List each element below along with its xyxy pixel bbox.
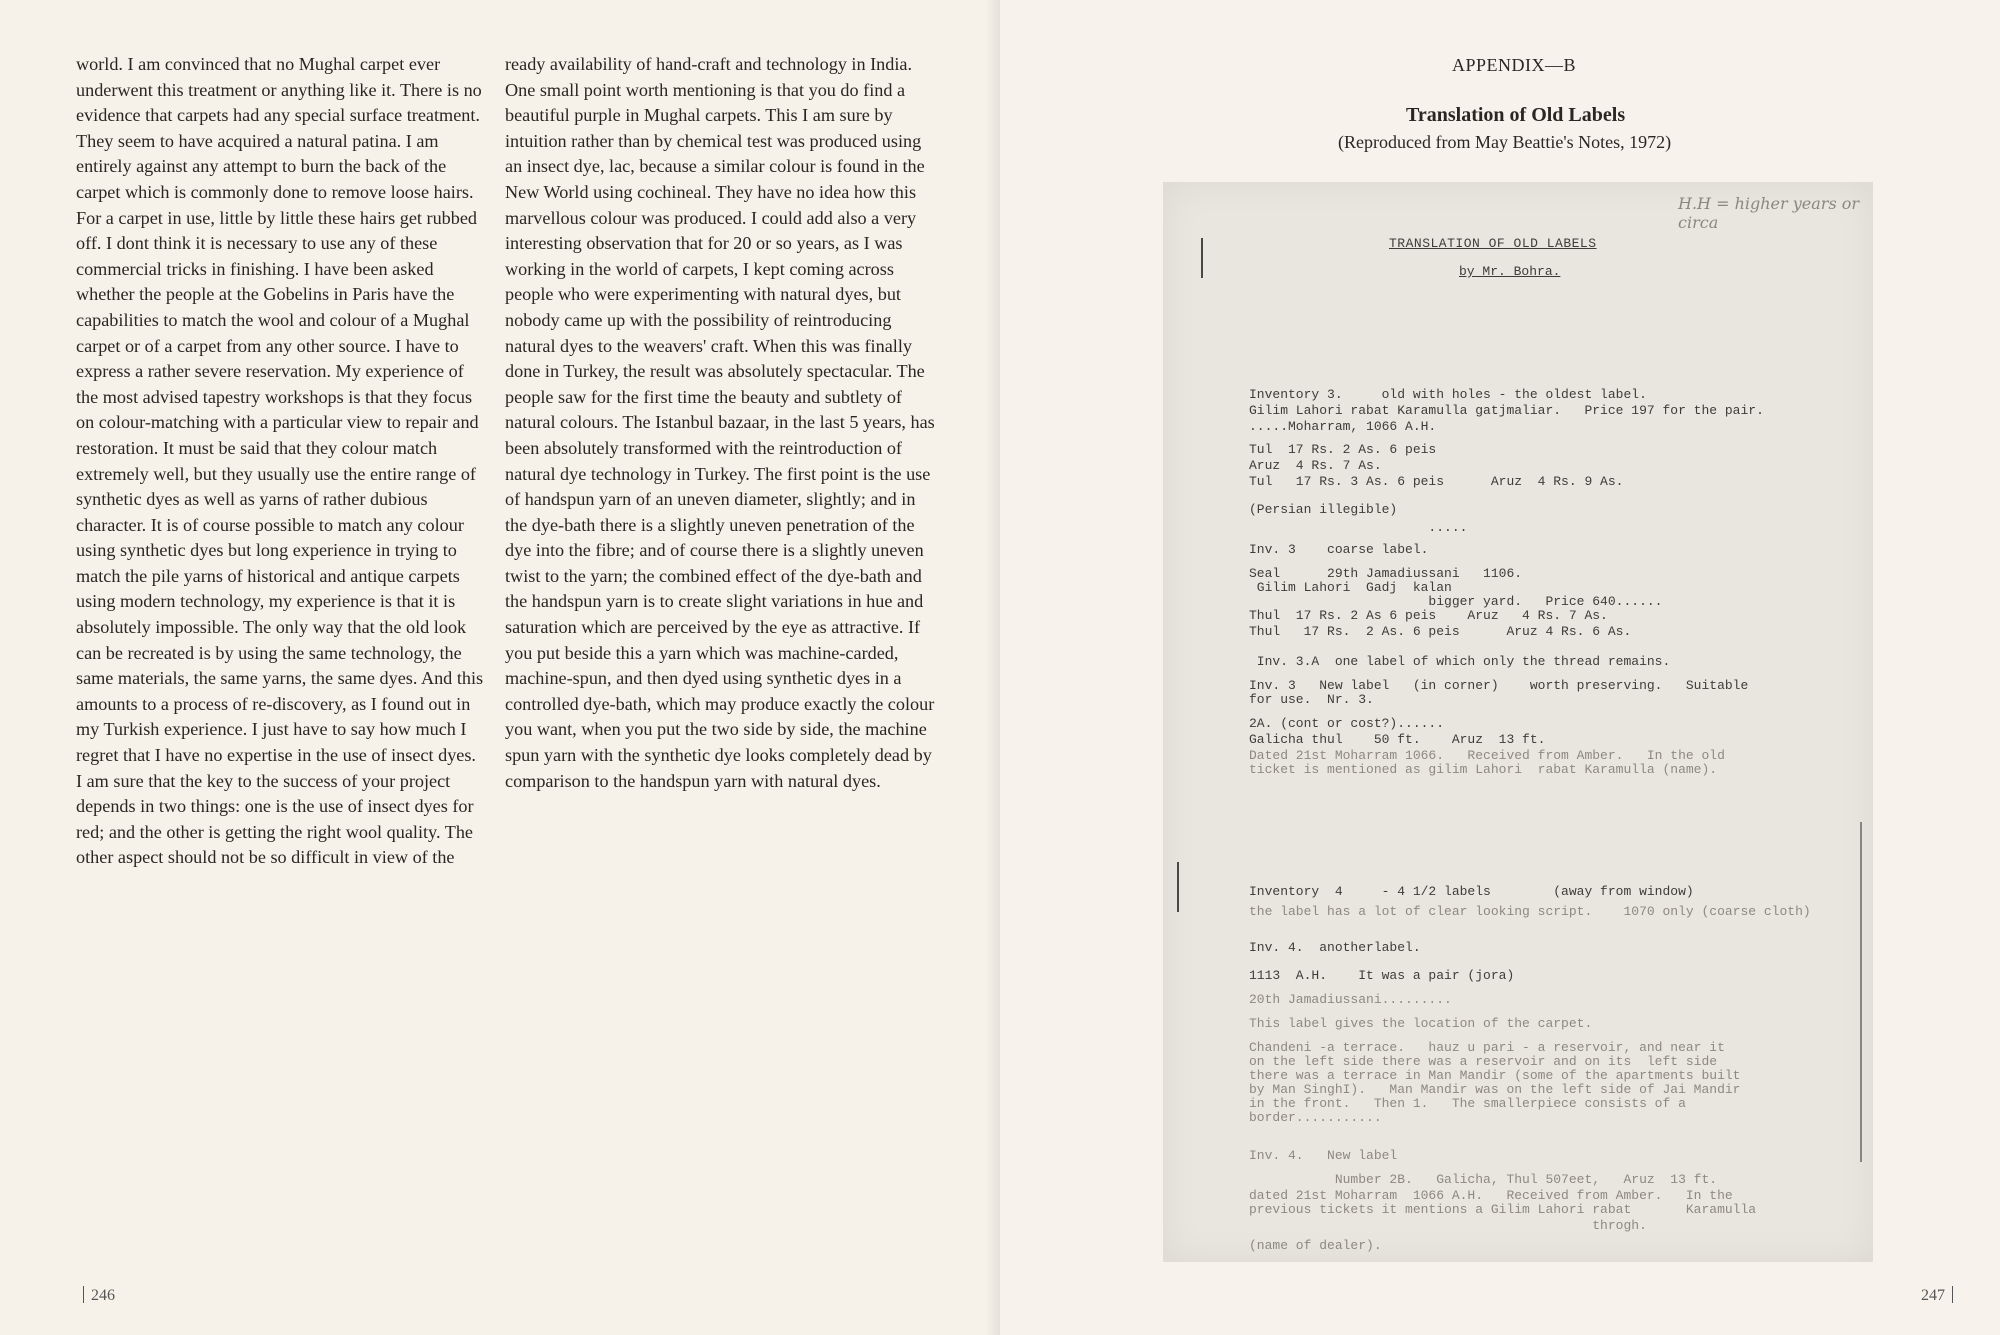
scan-line: Aruz 4 Rs. 7 As. (1249, 458, 1382, 473)
scan-line: previous tickets it mentions a Gilim Lahori rabat Karamulla (1249, 1202, 1757, 1217)
scan-line: Inv. 4. anotherlabel. (1249, 940, 1421, 955)
handwritten-note: H.H = higher years or circa (1678, 194, 1860, 232)
scan-line: Gilim Lahori Gadj kalan (1249, 580, 1452, 595)
scan-line: Number 2B. Galicha, Thul 507eet, Aruz 13 ft. (1249, 1172, 1718, 1187)
scan-line: by Man SinghI). Man Mandir was on the left side of Jai Mandir (1249, 1082, 1741, 1097)
scan-line: Gilim Lahori rabat Karamulla gatjmaliar. Price 197 for the pair. (1249, 403, 1764, 418)
scan-line: throgh. (1249, 1218, 1647, 1233)
appendix-label: APPENDIX—B (1452, 55, 1577, 75)
scan-line: Chandeni -a terrace. hauz u pari - a reservoir, and near it (1249, 1040, 1725, 1055)
scan-line: Inv. 4. New label (1249, 1148, 1398, 1163)
body-text-column-1: world. I am convinced that no Mughal carpet ever underwent this treatment or anything like it. There is no evidence that carpets had any special surface treatment. They seem to have acquired a natural patina. I am entirely against any attempt to burn the back of the carpet which is commonly done to remove loose hairs. For a carpet in use, little by little these hairs get rubbed off. I dont think it is necessary to use any of these commercial tricks in finishing. I have been asked whether the people at the Gobelins in Paris have the capabilities to match the wool and colour of a Mughal carpet or of a carpet from any other source. I have to express a rather severe reservation. My experience of the most advised tapestry workshops is that they focus on colour-matching with a particular view to repair and restoration. It must be said that they colour match extremely well, but they usually use the entire range of synthetic dyes as well as yarns of rather dubious character. It is of course possible to match any colour using synthetic dyes but long experience in trying to match the pile yarns of historical and antique carpets using modern technology, my experience is that it is absolutely impossible. The only way that the old look can be recreated is by using the same technology, the same materials, the same yarns, the same dyes. And this amounts to a process of re-discovery, as I found out in my Turkish experience. I just have to say how much I regret that I have no expertise in the use of insect dyes. I am sure that the key to the success of your project depends in two things: one is the use of insect dyes for red; and the other is getting the right wool quality. The other aspect should not be so difficult in view of the (76, 54, 484, 868)
margin-mark (1860, 822, 1862, 1162)
scan-line: Tul 17 Rs. 3 As. 6 peis Aruz 4 Rs. 9 As. (1249, 474, 1624, 489)
scan-line: for use. Nr. 3. (1249, 692, 1374, 707)
body-column-2 (505, 52, 935, 794)
scan-line: Inv. 3 coarse label. (1249, 542, 1429, 557)
scan-line: 2A. (cont or cost?)...... (1249, 716, 1445, 731)
scan-line: ticket is mentioned as gilim Lahori rabat Karamulla (name). (1249, 762, 1718, 777)
scan-line: bigger yard. Price 640...... (1249, 594, 1663, 609)
scan-line: Thul 17 Rs. 2 As 6 peis Aruz 4 Rs. 7 As. (1249, 608, 1608, 623)
scan-line: (name of dealer). (1249, 1238, 1382, 1253)
page-number-right: 247 (1921, 1287, 1945, 1304)
scan-line: .....Moharram, 1066 A.H. (1249, 419, 1437, 434)
margin-mark (1177, 862, 1179, 912)
scan-line: 20th Jamadiussani......... (1249, 992, 1452, 1007)
scan-line: 1113 A.H. It was a pair (jora) (1249, 968, 1515, 983)
margin-mark (1201, 238, 1203, 278)
folio-bar (83, 1286, 84, 1303)
body-text-column-2: ready availability of hand-craft and technology in India. One small point worth mentioning is that you do find a beautiful purple in Mughal carpets. This I am sure by intuition rather than by chemical test was produced using an insect dye, lac, because a similar colour is found in the New World using cochineal. They have no idea how this marvellous colour was produced. I could add also a very interesting observation that for 20 or so years, as I was working in the world of carpets, I kept coming across people who were experimenting with natural dyes, but nobody came up with the possibility of reintroducing natural dyes to the weavers' craft. When this was finally done in Turkey, the result was absolutely spectacular. The people saw for the first time the beauty and subtlety of natural colours. The Istanbul bazaar, in the last 5 years, has been absolutely transformed with the reintroduction of natural dye technology in Turkey. The first point is the use of handspun yarn of an uneven diameter, slightly; and in the dye-bath there is a slightly uneven penetration of the dye into the fibre; and of course there is a slightly uneven twist to the yarn; the combined effect of the dye-bath and the handspun yarn is to create slight variations in hue and saturation which are perceived by the eye as attractive. If you put beside this a yarn which was machine-carded, machine-spun, and then dyed using synthetic dyes in a controlled dye-bath, which may produce exactly the colour you want, when you put the two side by side, the machine spun yarn with the synthetic dye looks completely dead by comparison to the handspun yarn with natural dyes. (505, 54, 935, 791)
scan-line: Seal 29th Jamadiussani 1106. (1249, 566, 1523, 581)
scan-line: Inv. 3 New label (in corner) worth preserving. Suitable (1249, 678, 1749, 693)
scanned-document (1163, 182, 1873, 1262)
folio-bar (1952, 1286, 1953, 1303)
scan-line: (Persian illegible) (1249, 502, 1398, 517)
scan-line: Dated 21st Moharram 1066. Received from Amber. In the old (1249, 748, 1725, 763)
scan-line: ..... (1249, 520, 1468, 535)
appendix-title: Translation of Old Labels (1406, 104, 1626, 126)
scan-line: on the left side there was a reservoir and on its left side (1249, 1054, 1718, 1069)
scan-line: Galicha thul 50 ft. Aruz 13 ft. (1249, 732, 1546, 747)
scan-line: the label has a lot of clear looking script. 1070 only (coarse cloth) (1249, 904, 1811, 919)
body-column-1 (76, 52, 486, 871)
scan-line: Inv. 3.A one label of which only the thread remains. (1249, 654, 1671, 669)
scan-line: Inventory 4 - 4 1/2 labels (away from window) (1249, 884, 1694, 899)
scan-line: in the front. Then 1. The smallerpiece consists of a (1249, 1096, 1686, 1111)
appendix-subtitle: (Reproduced from May Beattie's Notes, 1972) (1338, 132, 1672, 152)
scan-line: Tul 17 Rs. 2 As. 6 peis (1249, 442, 1437, 457)
scan-line: Thul 17 Rs. 2 As. 6 peis Aruz 4 Rs. 6 As. (1249, 624, 1632, 639)
scan-line: This label gives the location of the carpet. (1249, 1016, 1593, 1031)
scan-line: dated 21st Moharram 1066 A.H. Received from Amber. In the (1249, 1188, 1733, 1203)
folio-right (1921, 1286, 1960, 1305)
scan-line: Inventory 3. old with holes - the oldest label. (1249, 387, 1647, 402)
scan-line: border........... (1249, 1110, 1382, 1125)
scan-line: there was a terrace in Man Mandir (some of the apartments built (1249, 1068, 1741, 1083)
scan-byline: by Mr. Bohra. (1459, 264, 1561, 279)
folio-left (76, 1286, 115, 1305)
page-number-left: 246 (91, 1287, 115, 1304)
scan-heading: TRANSLATION OF OLD LABELS (1389, 236, 1597, 251)
